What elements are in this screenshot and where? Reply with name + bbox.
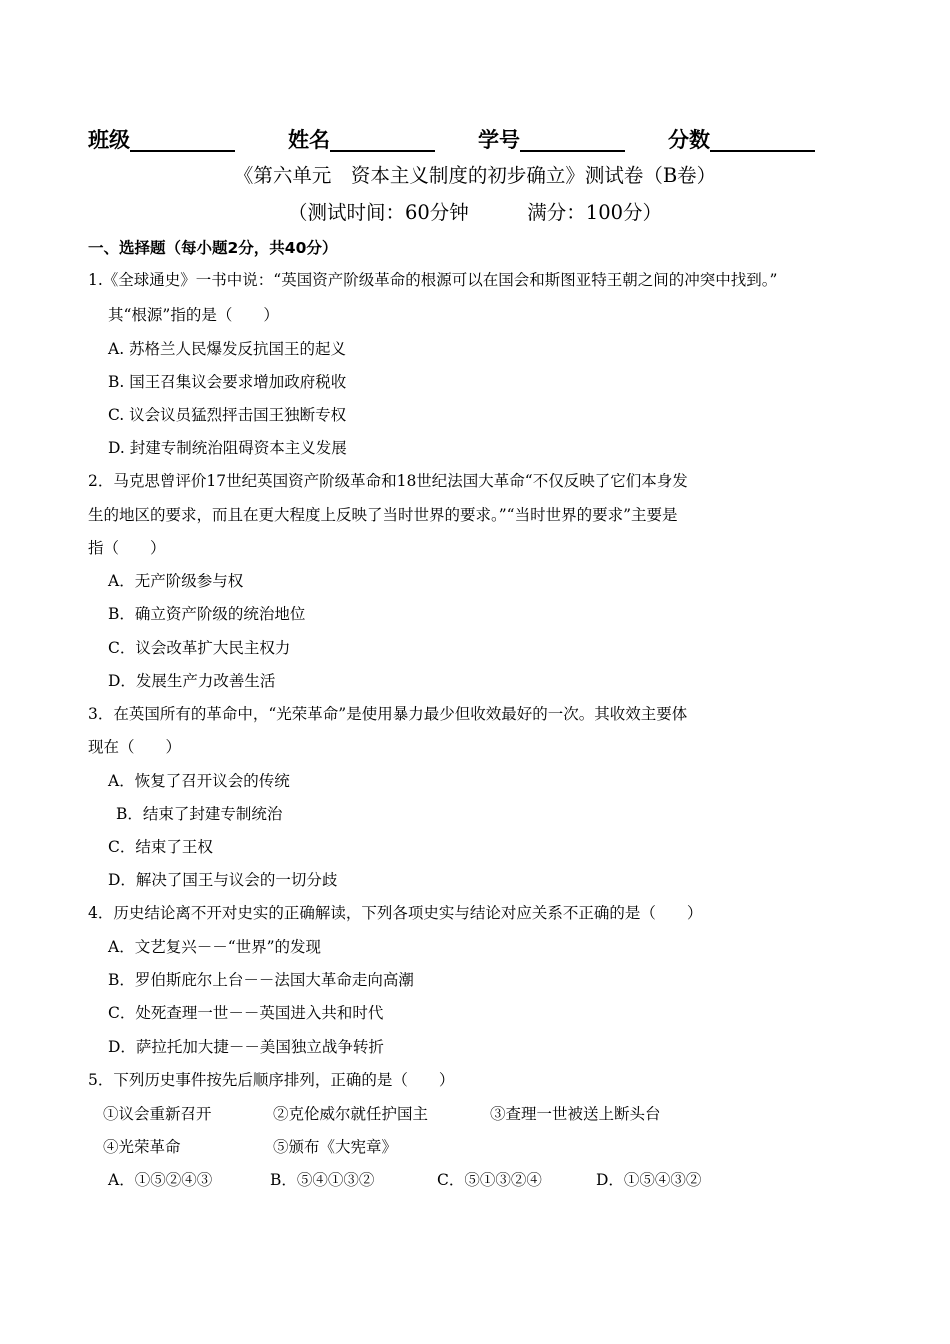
score-field-label: 分数__________: [668, 128, 815, 152]
option-a: A．文艺复兴－－“世界”的发现: [108, 938, 322, 956]
exam-subtitle: （测试时间：60分钟 满分：100分）: [287, 201, 663, 224]
option-a: A．恢复了召开议会的传统: [108, 772, 290, 790]
option-d: D. 封建专制统治阻碍资本主义发展: [108, 439, 347, 457]
exam-title: 《第六单元 资本主义制度的初步确立》测试卷（B卷）: [233, 164, 717, 187]
question-stem-line: 1.《全球通史》一书中说：“英国资产阶级革命的根源可以在国会和斯图亚特王朝之间的冲突中找到。”: [88, 271, 778, 289]
event-item-2: ②克伦威尔就任护国主: [273, 1105, 429, 1123]
question-stem-line: 其“根源”指的是（ ）: [108, 306, 279, 324]
student-number-field-label: 学号__________: [478, 128, 625, 152]
option-c: C．⑤①③②④: [437, 1171, 542, 1189]
event-item-1: ①议会重新召开: [103, 1105, 212, 1123]
section-heading: 一、选择题（每小题2分，共40分）: [88, 239, 338, 257]
question-stem-line: 现在（ ）: [88, 738, 182, 756]
option-b: B．结束了封建专制统治: [116, 805, 283, 823]
question-stem-line: 3．在英国所有的革命中，“光荣革命”是使用暴力最少但收效最好的一次。其收效主要体: [88, 705, 688, 723]
option-a: A. 苏格兰人民爆发反抗国王的起义: [108, 340, 347, 358]
option-c: C．处死查理一世－－英国进入共和时代: [108, 1004, 384, 1022]
question-stem-line: 生的地区的要求，而且在更大程度上反映了当时世界的要求。”“当时世界的要求”主要是: [88, 506, 678, 524]
option-d: D．发展生产力改善生活: [108, 672, 276, 690]
event-item-5: ⑤颁布《大宪章》: [273, 1138, 398, 1156]
event-item-3: ③查理一世被送上断头台: [490, 1105, 661, 1123]
event-item-4: ④光荣革命: [103, 1138, 181, 1156]
option-b: B．罗伯斯庇尔上台－－法国大革命走向高潮: [108, 971, 414, 989]
question-stem-line: 4．历史结论离不开对史实的正确解读，下列各项史实与结论对应关系不正确的是（ ）: [88, 904, 703, 922]
question-stem-line: 5．下列历史事件按先后顺序排列，正确的是（ ）: [88, 1071, 455, 1089]
option-b: B. 国王召集议会要求增加政府税收: [108, 373, 347, 391]
name-field-label: 姓名__________: [288, 128, 435, 152]
option-d: D．①⑤④③②: [596, 1171, 702, 1189]
question-stem-line: 2．马克思曾评价17世纪英国资产阶级革命和18世纪法国大革命“不仅反映了它们本身发: [88, 472, 688, 490]
option-b: B．确立资产阶级的统治地位: [108, 605, 306, 623]
option-a: A．无产阶级参与权: [108, 572, 244, 590]
question-stem-line: 指（ ）: [88, 539, 166, 557]
option-d: D．解决了国王与议会的一切分歧: [108, 871, 338, 889]
option-b: B．⑤④①③②: [270, 1171, 375, 1189]
option-c: C．结束了王权: [108, 838, 213, 856]
option-c: C．议会改革扩大民主权力: [108, 639, 291, 657]
option-c: C. 议会议员猛烈抨击国王独断专权: [108, 406, 347, 424]
class-field-label: 班级__________: [88, 128, 235, 152]
option-d: D．萨拉托加大捷－－美国独立战争转折: [108, 1038, 384, 1056]
option-a: A．①⑤②④③: [108, 1171, 213, 1189]
